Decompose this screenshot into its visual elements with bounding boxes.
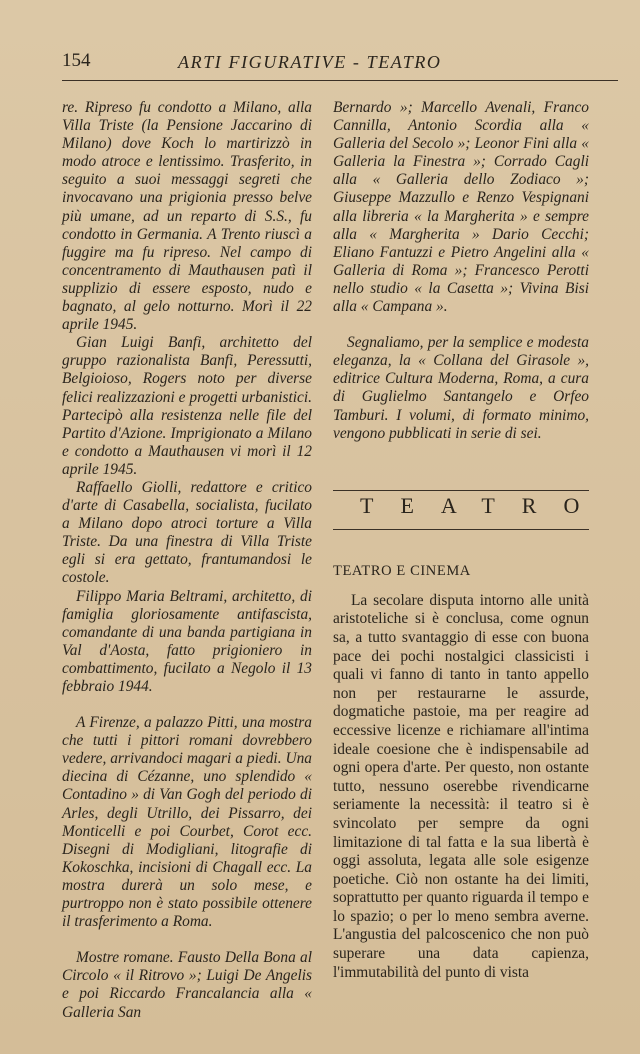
header-rule xyxy=(62,80,618,81)
paragraph-giolli: Raffaello Giolli, redattore e critico d'arte di Casabella, socialista, fucilato a Milano dopo atroci torture a Villa Triste. Da una finestra di Villa Triste egli si era gettato, frantumandosi le costole. xyxy=(62,478,312,587)
paragraph-firenze-mostra: A Firenze, a palazzo Pitti, una mostra che tutti i pittori romani dovrebbero vedere, arrivandoci magari a piedi. Una diecina di Cézanne, uno splendido « Contadino » di Van Gogh del periodo di Arles, degli Utrillo, dei Pissarro, dei Monticelli e poi Courbet, Corot ecc. Disegni di Modigliani, litografie di Kokoschka, incisioni di Chagall ecc. La mostra durerà un solo mese, e purtroppo non è stato possibile ottenere il trasferimento a Roma. xyxy=(62,714,312,931)
section-heading-teatro: TEATRO xyxy=(333,490,589,530)
paragraph-mostre-romane: Mostre romane. Fausto Della Bona al Circolo « il Ritrovo »; Luigi De Angelis e poi Riccardo Francalancia alla « Galleria San xyxy=(62,949,312,1021)
paragraph-banfi: Gian Luigi Banfi, architetto del gruppo razionalista Banfi, Peressutti, Belgioioso, Rogers noto per diverse felici realizzazioni e progetti urbanistici. Partecipò alla resistenza nelle file del Partito d'Azione. Imprigionato a Milano e condotto a Mauthausen vi morì il 12 aprile 1945. xyxy=(62,334,312,478)
running-title: ARTI FIGURATIVE - TEATRO xyxy=(178,52,442,72)
paragraph-teatro-body: La secolare disputa intorno alle unità aristoteliche si è conclusa, come ognun sa, a tutto svantaggio di esse con buona pace dei pochi nostalgici classicisti i quali vi fanno di tanto in tanto appello non per restaurarne le assurde, dogmatiche pastoie, ma per reagire ad eccessive licenze e richiamare all'intima ideale coesione che è indispensabile ad ogni opera d'arte. Per questo, non ostante tutto, nessuno oserebbe rivendicarne seriamente la necessità: il teatro si è svincolato per sempre da ogni limitazione di tal fatta e la sua libertà è oggi assoluta, legata alle sole esigenze poetiche. Ciò non ostante ha dei limiti, soprattutto per quanto riguarda il tempo e lo spazio; o per lo meno sembra averne. L'angustia del palcoscenico che non può superare una data capienza, l'immutabilità del punto di vista xyxy=(333,591,589,981)
paragraph-beltrami: Filippo Maria Beltrami, architetto, di famiglia gloriosamente antifascista, comandante di una banda partigiana in Val d'Aosta, fatto prigioniero in combattimento, fucilato a Negolo il 13 febbraio 1944. xyxy=(62,587,312,695)
left-column xyxy=(62,99,312,1022)
subheading-teatro-e-cinema: TEATRO E CINEMA xyxy=(333,562,471,579)
paragraph-collana-girasole: Segnaliamo, per la semplice e modesta eleganza, la « Collana del Girasole », editrice Cultura Moderna, Roma, a cura di Guglielmo Santangelo e Orfeo Tamburi. I volumi, di formato minimo, vengono pubblicati in serie di sei. xyxy=(333,334,589,442)
paragraph-koch-victim: re. Ripreso fu condotto a Milano, alla Villa Triste (la Pensione Jaccarino di Milano) dove Koch lo martirizzò in modo atroce e lentissimo. Trasferito, in seguito a suoi messaggi segreti che invocavano una prigionia presso belve più umane, ad un reparto di S.S., fu condotto in Germania. A Trento riuscì a fuggire ma fu ripreso. Nel campo di concentramento di Mauthausen patì il supplizio di essere esposto, nudo e bagnato, al gelo notturno. Morì il 22 aprile 1945. xyxy=(62,99,312,334)
right-column xyxy=(333,99,607,982)
page-number: 154 xyxy=(62,50,91,71)
paragraph-exhibitions-continued: Bernardo »; Marcello Avenali, Franco Cannilla, Antonio Scordia alla « Galleria del Secolo »; Leonor Fini alla « Galleria la Finestra »; Corrado Cagli alla « Galleria dello Zodiaco »; Giuseppe Mazzullo e Renzo Vespignani alla libreria « la Margherita » e sempre alla « Margherita » Dario Cecchi; Eliano Fantuzzi e Pietro Angelini alla « Galleria di Roma »; Francesco Perotti nello studio « la Casetta »; Vivina Bisi alla « Campana ». xyxy=(333,99,589,316)
running-head xyxy=(62,50,610,74)
